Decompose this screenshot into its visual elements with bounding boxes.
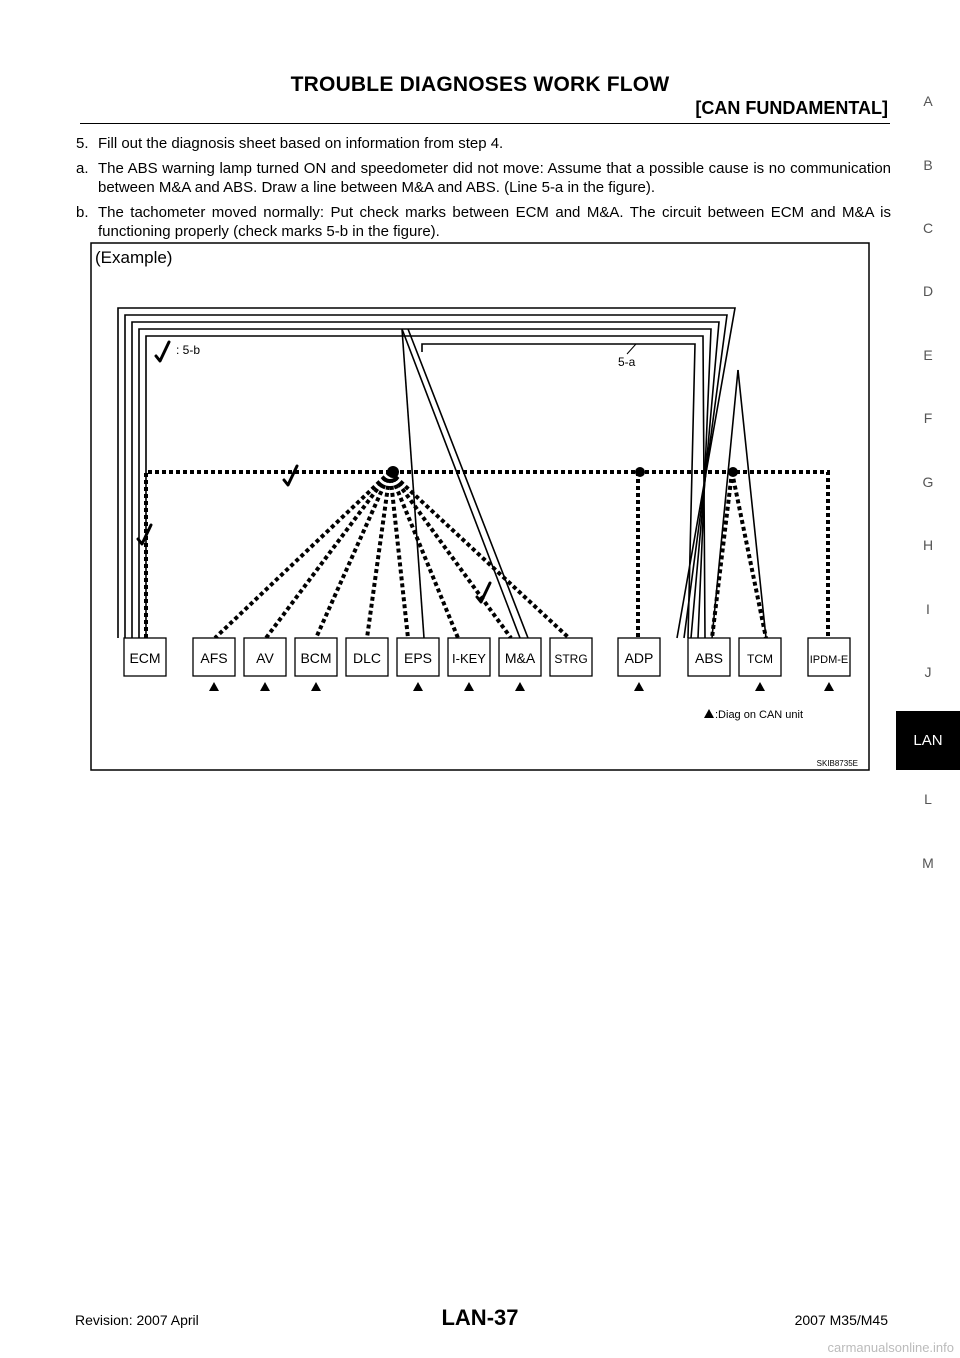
tab-f[interactable]: F (923, 410, 933, 426)
section-subtitle: [CAN FUNDAMENTAL] (695, 98, 888, 118)
unit-box-eps (397, 638, 439, 676)
line-label-5a: 5-a (618, 355, 636, 369)
svg-text:M&A: M&A (504, 650, 536, 666)
step-label: 5. (76, 135, 89, 152)
step-text: The tachometer moved normally: Put check marks between ECM and M&A. The circuit between ECM and M&A is functioning properly (check marks 5-b in the figure). (98, 204, 891, 240)
svg-text:STRG: STRG (554, 652, 588, 666)
body-text (76, 134, 891, 247)
unit-box-bcm (295, 638, 337, 676)
check-legend: : 5-b (176, 343, 201, 357)
can-diagram-figure (90, 242, 870, 771)
model-text: 2007 M35/M45 (794, 1312, 888, 1328)
svg-text:TCM: TCM (747, 652, 773, 666)
diag-legend: :Diag on CAN unit (715, 709, 804, 721)
tab-e[interactable]: E (923, 347, 933, 363)
revision-text: Revision: 2007 April (75, 1312, 199, 1328)
header-rule (80, 123, 890, 124)
unit-box-adp (618, 638, 660, 676)
tab-b[interactable]: B (923, 157, 933, 173)
svg-text:ABS: ABS (694, 650, 724, 666)
svg-text:ECM: ECM (129, 650, 161, 666)
step-text: Fill out the diagnosis sheet based on information from step 4. (98, 135, 504, 152)
tab-lan[interactable]: LAN (896, 711, 960, 770)
page-number: LAN-37 (441, 1305, 519, 1330)
svg-text:IPDM-E: IPDM-E (809, 654, 849, 666)
step-text: The ABS warning lamp turned ON and speedometer did not move: Assume that a possible cause is no communication between M&A and ABS. Draw a line between M&A and ABS. (Line 5-a in the figure). (98, 160, 891, 196)
step-label: a. (76, 160, 89, 177)
can-junction (387, 466, 399, 478)
tab-g[interactable]: G (922, 474, 934, 490)
tab-m[interactable]: M (922, 855, 934, 871)
tab-c[interactable]: C (922, 220, 934, 236)
step-label: b. (76, 204, 89, 221)
svg-text:I-KEY: I-KEY (452, 651, 486, 666)
tab-d[interactable]: D (922, 283, 934, 299)
unit-box-strg (550, 638, 592, 676)
unit-boxes (124, 638, 850, 676)
step-paragraph (76, 159, 891, 197)
unit-box-ecm (124, 638, 166, 676)
can-junction (635, 467, 645, 477)
unit-box-i-key (448, 638, 490, 676)
svg-text:BCM: BCM (300, 650, 332, 666)
page-title: TROUBLE DIAGNOSES WORK FLOW (290, 73, 670, 96)
tab-i[interactable]: I (926, 601, 930, 617)
svg-text:AFS: AFS (200, 650, 228, 666)
watermark: carmanualsonline.info (827, 1340, 954, 1355)
tab-j[interactable]: J (924, 664, 932, 680)
unit-box-av (244, 638, 286, 676)
unit-box-tcm (739, 638, 781, 676)
svg-text:AV: AV (256, 650, 274, 666)
svg-text:EPS: EPS (403, 650, 433, 666)
figure-caption: (Example) (95, 248, 173, 267)
figure-code: SKIB8735E (816, 759, 858, 768)
unit-box-abs (688, 638, 730, 676)
svg-text:DLC: DLC (352, 650, 382, 666)
unit-box-dlc (346, 638, 388, 676)
unit-box-ipdm-e (808, 638, 850, 676)
step-paragraph (76, 203, 891, 241)
tab-l[interactable]: L (924, 791, 932, 807)
step-paragraph (76, 134, 891, 153)
tab-h[interactable]: H (922, 537, 934, 553)
svg-text:ADP: ADP (624, 650, 654, 666)
unit-box-ma (499, 638, 541, 676)
can-junction (728, 467, 738, 477)
tab-a[interactable]: A (923, 93, 933, 109)
unit-box-afs (193, 638, 235, 676)
